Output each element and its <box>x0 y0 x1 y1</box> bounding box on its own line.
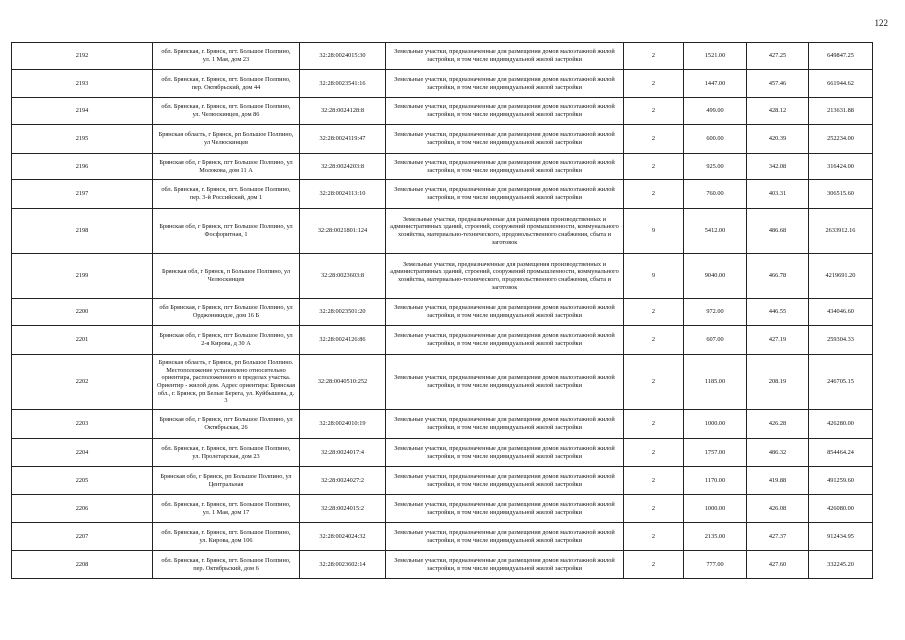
area-cell: 607.00 <box>684 326 747 355</box>
land-use-purpose-cell: Земельные участки, предназначенные для размещения домов малоэтажной жилой застройки, в том числе индивидуальной жилой застройки <box>386 355 624 410</box>
specific-value-cell: 426.28 <box>747 410 809 439</box>
table-row <box>12 551 873 579</box>
address-cell: обл Брянская, г Брянск, пгт Большое Полпино, ул Орджоникидзе, дом 16 Б <box>153 299 300 326</box>
cadastral-value-cell: 661944.62 <box>809 70 873 98</box>
specific-value-cell: 403.31 <box>747 180 809 209</box>
table-row <box>12 439 873 467</box>
address-cell: обл. Брянская, г. Брянск, пгт. Большое Полпино, ул. Кирова, дом 106 <box>153 523 300 551</box>
cadastral-value-cell: 252234.00 <box>809 125 873 154</box>
cadastral-number-cell: 32:28:0024128:8 <box>300 98 386 125</box>
row-number-cell: 2194 <box>12 98 153 125</box>
row-number-cell: 2196 <box>12 154 153 180</box>
specific-value-cell: 419.88 <box>747 467 809 495</box>
specific-value-cell: 466.78 <box>747 254 809 299</box>
row-number-cell: 2206 <box>12 495 153 523</box>
cadastral-value-cell: 426080.00 <box>809 495 873 523</box>
row-number-cell: 2197 <box>12 180 153 209</box>
cadastral-value-cell: 259304.33 <box>809 326 873 355</box>
area-cell: 760.00 <box>684 180 747 209</box>
cadastral-number-cell: 32:28:0024203:8 <box>300 154 386 180</box>
table-row <box>12 70 873 98</box>
category-group-cell: 2 <box>624 299 684 326</box>
cadastral-value-cell: 426280.00 <box>809 410 873 439</box>
cadastral-number-cell: 32:28:0040510:252 <box>300 355 386 410</box>
cadastral-value-cell: 332245.20 <box>809 551 873 579</box>
specific-value-cell: 486.68 <box>747 209 809 254</box>
land-use-purpose-cell: Земельные участки, предназначенные для размещения производственных и административных зданий, строений, сооружений промышленности, коммунального хозяйства, материально-технического, продовольственного снабжения, сбыта и заготовок <box>386 254 624 299</box>
cadastral-number-cell: 32:28:0024027:2 <box>300 467 386 495</box>
category-group-cell: 2 <box>624 154 684 180</box>
row-number-cell: 2192 <box>12 43 153 70</box>
cadastral-number-cell: 32:28:0024010:19 <box>300 410 386 439</box>
address-cell: Брянская область, г Брянск, рп Большое Полпино. Местоположение установлено относительно ориентира, расположенного в пределах участка. Ориентир - жилой дом. Адрес ориентира: Брянская обл., г. Брянск, рп Белые Берега, ул. Куйбышева, д. 3 <box>153 355 300 410</box>
table-row <box>12 125 873 154</box>
area-cell: 925.00 <box>684 154 747 180</box>
land-use-purpose-cell: Земельные участки, предназначенные для размещения домов малоэтажной жилой застройки, в том числе индивидуальной жилой застройки <box>386 551 624 579</box>
specific-value-cell: 427.25 <box>747 43 809 70</box>
category-group-cell: 2 <box>624 70 684 98</box>
cadastral-value-cell: 912434.95 <box>809 523 873 551</box>
address-cell: Брянская обл, г Брянск, пгт Большое Полпино, ул 2-я Кирова, д 30 А <box>153 326 300 355</box>
area-cell: 499.00 <box>684 98 747 125</box>
specific-value-cell: 428.12 <box>747 98 809 125</box>
row-number-cell: 2198 <box>12 209 153 254</box>
specific-value-cell: 342.08 <box>747 154 809 180</box>
table-row <box>12 523 873 551</box>
table-row <box>12 410 873 439</box>
area-cell: 5412.00 <box>684 209 747 254</box>
cadastral-number-cell: 32:28:0024113:10 <box>300 180 386 209</box>
land-use-purpose-cell: Земельные участки, предназначенные для размещения домов малоэтажной жилой застройки, в том числе индивидуальной жилой застройки <box>386 98 624 125</box>
row-number-cell: 2193 <box>12 70 153 98</box>
area-cell: 1000.00 <box>684 495 747 523</box>
category-group-cell: 2 <box>624 43 684 70</box>
address-cell: Брянская обл, г Брянск, пгт Большое Полпино, ул Фосфоритная, 1 <box>153 209 300 254</box>
table-row <box>12 209 873 254</box>
cadastral-valuation-table <box>11 42 873 579</box>
land-use-purpose-cell: Земельные участки, предназначенные для размещения домов малоэтажной жилой застройки, в том числе индивидуальной жилой застройки <box>386 495 624 523</box>
land-use-purpose-cell: Земельные участки, предназначенные для размещения производственных и административных зданий, строений, сооружений промышленности, коммунального хозяйства, материально-технического, продовольственного снабжения, сбыта и заготовок <box>386 209 624 254</box>
table-row <box>12 98 873 125</box>
area-cell: 777.00 <box>684 551 747 579</box>
area-cell: 2135.00 <box>684 523 747 551</box>
area-cell: 600.00 <box>684 125 747 154</box>
area-cell: 1170.00 <box>684 467 747 495</box>
category-group-cell: 2 <box>624 551 684 579</box>
table-row <box>12 180 873 209</box>
address-cell: обл. Брянская, г. Брянск, пгт. Большое Полпино, ул. 1 Мая, дом 17 <box>153 495 300 523</box>
cadastral-number-cell: 32:28:0024119:47 <box>300 125 386 154</box>
category-group-cell: 2 <box>624 98 684 125</box>
cadastral-value-cell: 854464.24 <box>809 439 873 467</box>
address-cell: Брянская обл, г Брянск, рп Большое Полпино, ул Центральная <box>153 467 300 495</box>
specific-value-cell: 427.60 <box>747 551 809 579</box>
cadastral-number-cell: 32:28:0021801:124 <box>300 209 386 254</box>
cadastral-number-cell: 32:28:0024017:4 <box>300 439 386 467</box>
cadastral-number-cell: 32:28:0024126:86 <box>300 326 386 355</box>
cadastral-value-cell: 246705.15 <box>809 355 873 410</box>
category-group-cell: 2 <box>624 523 684 551</box>
land-use-purpose-cell: Земельные участки, предназначенные для размещения домов малоэтажной жилой застройки, в том числе индивидуальной жилой застройки <box>386 467 624 495</box>
area-cell: 1185.00 <box>684 355 747 410</box>
row-number-cell: 2204 <box>12 439 153 467</box>
table-row <box>12 355 873 410</box>
category-group-cell: 2 <box>624 410 684 439</box>
row-number-cell: 2199 <box>12 254 153 299</box>
land-use-purpose-cell: Земельные участки, предназначенные для размещения домов малоэтажной жилой застройки, в том числе индивидуальной жилой застройки <box>386 43 624 70</box>
row-number-cell: 2208 <box>12 551 153 579</box>
specific-value-cell: 427.19 <box>747 326 809 355</box>
specific-value-cell: 420.39 <box>747 125 809 154</box>
area-cell: 9040.00 <box>684 254 747 299</box>
category-group-cell: 2 <box>624 467 684 495</box>
category-group-cell: 2 <box>624 439 684 467</box>
address-cell: обл. Брянская, г. Брянск, пгт. Большое Полпино, ул. Пролетарская, дом 23 <box>153 439 300 467</box>
address-cell: Брянская область, г Брянск, рп Большое Полпино, ул Челюскинцев <box>153 125 300 154</box>
area-cell: 1447.00 <box>684 70 747 98</box>
cadastral-value-cell: 649847.25 <box>809 43 873 70</box>
address-cell: Брянская обл, г Брянск, п Большое Полпино, ул Челюскинцев <box>153 254 300 299</box>
area-cell: 972.00 <box>684 299 747 326</box>
cadastral-value-cell: 434046.60 <box>809 299 873 326</box>
cadastral-number-cell: 32:28:0024015:30 <box>300 43 386 70</box>
row-number-cell: 2205 <box>12 467 153 495</box>
cadastral-value-cell: 4219691.20 <box>809 254 873 299</box>
cadastral-number-cell: 32:28:0023602:14 <box>300 551 386 579</box>
specific-value-cell: 486.32 <box>747 439 809 467</box>
land-use-purpose-cell: Земельные участки, предназначенные для размещения домов малоэтажной жилой застройки, в том числе индивидуальной жилой застройки <box>386 439 624 467</box>
area-cell: 1000.00 <box>684 410 747 439</box>
table-row <box>12 154 873 180</box>
address-cell: Брянская обл, г Брянск, пгт Большое Полпино, ул Молокова, дом 11 А <box>153 154 300 180</box>
address-cell: обл. Брянская, г. Брянск, пгт. Большое Полпино, ул. 1 Мая, дом 23 <box>153 43 300 70</box>
land-use-purpose-cell: Земельные участки, предназначенные для размещения домов малоэтажной жилой застройки, в том числе индивидуальной жилой застройки <box>386 70 624 98</box>
row-number-cell: 2195 <box>12 125 153 154</box>
cadastral-number-cell: 32:28:0023541:16 <box>300 70 386 98</box>
address-cell: обл. Брянская, г. Брянск, пгт. Большое Полпино, пер. Октябрьский, дом 44 <box>153 70 300 98</box>
cadastral-number-cell: 32:28:0024024:32 <box>300 523 386 551</box>
specific-value-cell: 427.37 <box>747 523 809 551</box>
category-group-cell: 9 <box>624 209 684 254</box>
row-number-cell: 2202 <box>12 355 153 410</box>
address-cell: обл. Брянская, г. Брянск, пгт. Большое Полпино, пер. Октябрьский, дом 6 <box>153 551 300 579</box>
land-use-purpose-cell: Земельные участки, предназначенные для размещения домов малоэтажной жилой застройки, в том числе индивидуальной жилой застройки <box>386 299 624 326</box>
category-group-cell: 2 <box>624 355 684 410</box>
category-group-cell: 2 <box>624 125 684 154</box>
land-use-purpose-cell: Земельные участки, предназначенные для размещения домов малоэтажной жилой застройки, в том числе индивидуальной жилой застройки <box>386 180 624 209</box>
address-cell: обл. Брянская, г. Брянск, пгт. Большое Полпино, пер. 3-й Российский, дом 1 <box>153 180 300 209</box>
category-group-cell: 2 <box>624 495 684 523</box>
address-cell: Брянская обл, г Брянск, пгт Большое Полпино, ул Октябрьская, 26 <box>153 410 300 439</box>
cadastral-number-cell: 32:28:0023603:8 <box>300 254 386 299</box>
address-cell: обл. Брянская, г. Брянск, пгт. Большое Полпино, ул. Челюскинцев, дом 86 <box>153 98 300 125</box>
table-row <box>12 254 873 299</box>
specific-value-cell: 446.55 <box>747 299 809 326</box>
category-group-cell: 2 <box>624 180 684 209</box>
cadastral-value-cell: 491259.60 <box>809 467 873 495</box>
cadastral-value-cell: 316424.00 <box>809 154 873 180</box>
land-use-purpose-cell: Земельные участки, предназначенные для размещения домов малоэтажной жилой застройки, в том числе индивидуальной жилой застройки <box>386 410 624 439</box>
row-number-cell: 2201 <box>12 326 153 355</box>
cadastral-value-cell: 2633912.16 <box>809 209 873 254</box>
specific-value-cell: 426.08 <box>747 495 809 523</box>
table-row <box>12 299 873 326</box>
table-body <box>12 43 873 579</box>
table-row <box>12 467 873 495</box>
cadastral-value-cell: 306515.60 <box>809 180 873 209</box>
area-cell: 1521.00 <box>684 43 747 70</box>
row-number-cell: 2200 <box>12 299 153 326</box>
land-use-purpose-cell: Земельные участки, предназначенные для размещения домов малоэтажной жилой застройки, в том числе индивидуальной жилой застройки <box>386 154 624 180</box>
land-use-purpose-cell: Земельные участки, предназначенные для размещения домов малоэтажной жилой застройки, в том числе индивидуальной жилой застройки <box>386 523 624 551</box>
cadastral-number-cell: 32:28:0024015:2 <box>300 495 386 523</box>
specific-value-cell: 457.46 <box>747 70 809 98</box>
specific-value-cell: 208.19 <box>747 355 809 410</box>
cadastral-number-cell: 32:28:0023501:20 <box>300 299 386 326</box>
category-group-cell: 2 <box>624 326 684 355</box>
table-row <box>12 495 873 523</box>
row-number-cell: 2203 <box>12 410 153 439</box>
land-use-purpose-cell: Земельные участки, предназначенные для размещения домов малоэтажной жилой застройки, в том числе индивидуальной жилой застройки <box>386 326 624 355</box>
category-group-cell: 9 <box>624 254 684 299</box>
row-number-cell: 2207 <box>12 523 153 551</box>
cadastral-value-cell: 213631.88 <box>809 98 873 125</box>
area-cell: 1757.00 <box>684 439 747 467</box>
table-row <box>12 43 873 70</box>
page-number: 122 <box>874 18 888 28</box>
table-row <box>12 326 873 355</box>
land-use-purpose-cell: Земельные участки, предназначенные для размещения домов малоэтажной жилой застройки, в том числе индивидуальной жилой застройки <box>386 125 624 154</box>
